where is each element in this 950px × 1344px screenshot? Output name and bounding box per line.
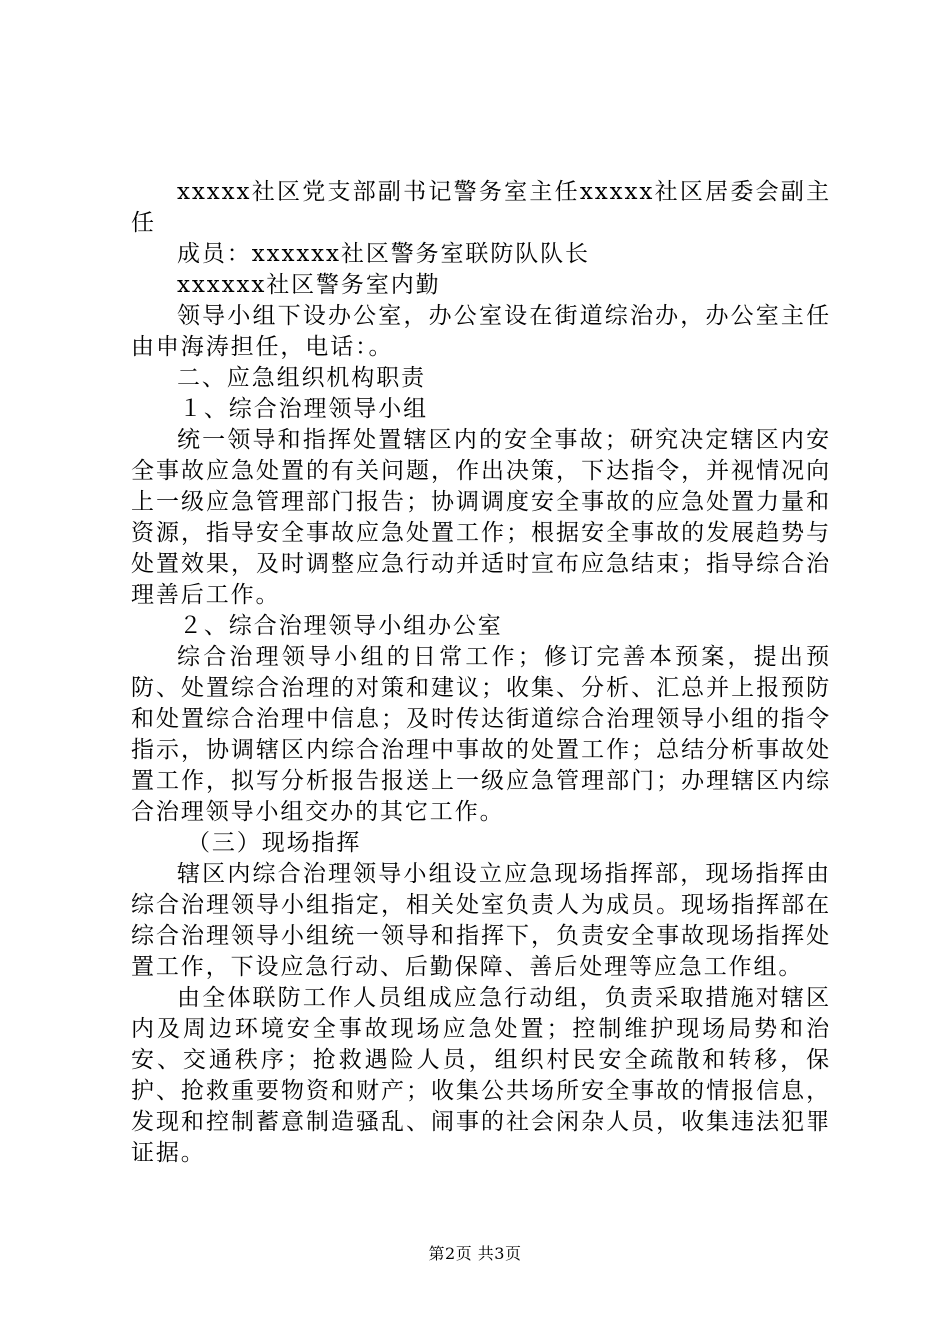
paragraph-leading-group-duties: 统一领导和指挥处置辖区内的安全事故；研究决定辖区内安全事故应急处置的有关问题，作出决策，下达指令，并视情况向上一级应急管理部门报告；协调调度安全事故的应急处置力量和资源，指导安全事故应急处置工作；根据安全事故的发展趋势与处置效果，及时调整应急行动并适时宣布应急结束；指导综合治理善后工作。 (131, 427, 831, 608)
page-footer (0, 1244, 950, 1264)
subheading-onsite-command: （三）现场指挥 (187, 830, 362, 856)
paragraph-member-clerk: xxxxxx社区警务室内勤 (177, 272, 441, 298)
document-body (131, 177, 831, 1169)
paragraph-members: 成员：xxxxxx社区警务室联防队队长 (177, 241, 590, 267)
subheading-group-office: ２、综合治理领导小组办公室 (179, 613, 503, 639)
subheading-leading-group: １、综合治理领导小组 (179, 396, 428, 422)
paragraph-office: 领导小组下设办公室，办公室设在街道综治办，办公室主任由申海涛担任，电话：。 (131, 303, 831, 360)
paragraph-group-office-duties: 综合治理领导小组的日常工作；修订完善本预案，提出预防、处置综合治理的对策和建议；收集、分析、汇总并上报预防和处置综合治理中信息；及时传达街道综合治理领导小组的指令指示，协调辖区内综合治理中事故的处置工作；总结分析事故处置工作，拟写分析报告报送上一级应急管理部门；办理辖区内综合治理领导小组交办的其它工作。 (131, 644, 831, 825)
paragraph-onsite-command: 辖区内综合治理领导小组设立应急现场指挥部，现场指挥由综合治理领导小组指定，相关处室负责人为成员。现场指挥部在综合治理领导小组统一领导和指挥下，负责安全事故现场指挥处置工作，下设应急行动、后勤保障、善后处理等应急工作组。 (131, 861, 831, 980)
paragraph-leaders: xxxxx社区党支部副书记警务室主任xxxxx社区居委会副主任 (131, 179, 831, 236)
page-number: 第2页 共3页 (428, 1244, 522, 1263)
paragraph-action-group: 由全体联防工作人员组成应急行动组，负责采取措施对辖区内及周边环境安全事故现场应急处置；控制维护现场局势和治安、交通秩序；抢救遇险人员，组织村民安全疏散和转移，保护、抢救重要物资和财产；收集公共场所安全事故的情报信息，发现和控制蓄意制造骚乱、闹事的社会闲杂人员，收集违法犯罪证据。 (131, 985, 831, 1166)
section-heading-duties: 二、应急组织机构职责 (177, 365, 426, 391)
